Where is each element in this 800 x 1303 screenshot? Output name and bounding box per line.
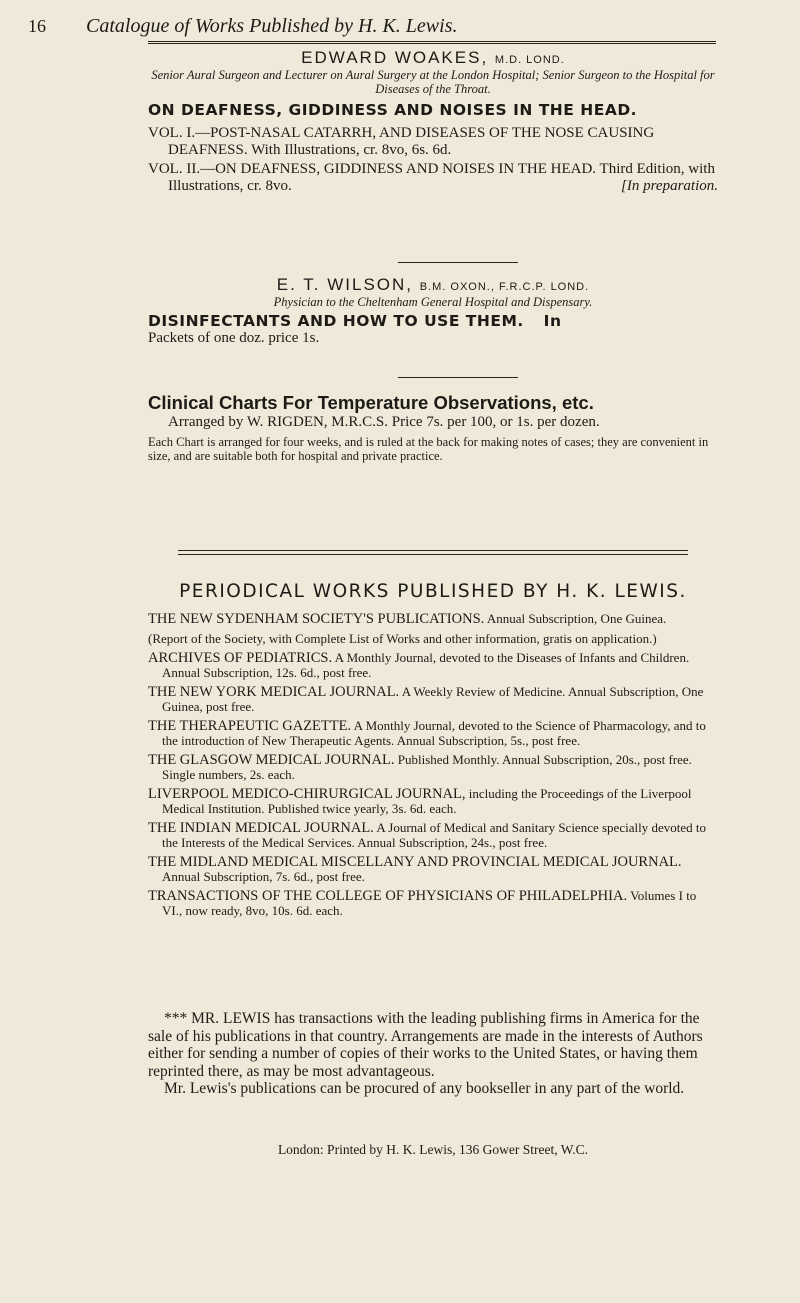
wilson-detail: Packets of one doz. price 1s. [148,330,320,346]
periodical-item-title: THE MIDLAND MEDICAL MISCELLANY AND PROVINCIAL MEDICAL JOURNAL. [148,854,682,870]
woakes-book-title: ON DEAFNESS, GIDDINESS AND NOISES IN THE HEAD. [148,101,638,119]
periodical-item [148,719,718,748]
periodical-item-text: A Weekly Review of Medicine. Annual Subscription, One Guinea, post free. [162,684,704,714]
periodical-item [148,855,718,884]
charts-description: Each Chart is arranged for four weeks, and is ruled at the back for making notes of cases; they are convenient in size, and are suitable both for hospital and private practice. [148,435,709,463]
periodical-item-text: (Report of the Society, with Complete List of Works and other information, gratis on application.) [148,630,657,646]
notes-section [148,1010,718,1098]
periodical-item-text: Annual Subscription, One Guinea. [486,611,667,626]
note-bookseller: Mr. Lewis's publications can be procured of any bookseller in any part of the world. [164,1080,685,1097]
periodical-item [148,651,718,680]
periodical-list [148,612,718,918]
periodical-item [148,753,718,782]
wilson-affiliation: Physician to the Cheltenham General Hospital and Dispensary. [273,295,593,309]
woakes-section [148,48,718,195]
woakes-author [148,48,718,68]
woakes-vol2-text: VOL. II.—ON DEAFNESS, GIDDINESS AND NOISES IN THE HEAD. Third Edition, with Illustrations, cr. 8vo. [148,161,715,194]
divider-4 [178,554,688,555]
woakes-vol1: VOL. I.—POST-NASAL CATARRH, AND DISEASES OF THE NOSE CAUSING DEAFNESS. With Illustrations, cr. 8vo, 6s. 6d. [148,125,655,158]
periodical-item [148,685,718,714]
periodical-item-text: Published Monthly. Annual Subscription, 20s., post free. Single numbers, 2s. each. [162,752,692,782]
page-number: 16 [28,16,46,36]
periodical-item [148,612,718,627]
periodical-heading: PERIODICAL WORKS PUBLISHED BY H. K. LEWIS. [179,581,687,602]
charts-section [148,392,718,463]
periodical-item-title: LIVERPOOL MEDICO-CHIRURGICAL JOURNAL, [148,786,466,802]
divider-3 [178,550,688,551]
divider-1 [398,262,518,263]
wilson-author [148,275,718,295]
woakes-vol2-note: [In preparation. [621,178,718,194]
periodical-item [148,787,718,816]
periodical-item-title: THE GLASGOW MEDICAL JOURNAL. [148,752,395,768]
periodical-item [148,632,718,647]
periodical-item-text: A Monthly Journal, devoted to the Diseases of Infants and Children. Annual Subscription, 12s. 6d., post free. [162,650,690,680]
header-rule [148,41,716,44]
periodical-item-title: THE THERAPEUTIC GAZETTE. [148,718,352,734]
charts-title: Clinical Charts For Temperature Observations, etc. [148,392,594,413]
wilson-book-rest: In [543,312,562,330]
periodical-item-text: A Monthly Journal, devoted to the Science of Pharmacology, and to the introduction of New Therapeutic Agents. Annual Subscription, 5s., post free. [162,718,706,748]
periodical-item-title: THE INDIAN MEDICAL JOURNAL. [148,820,374,836]
periodical-item-title: ARCHIVES OF PEDIATRICS. [148,650,333,666]
periodical-item-title: THE NEW YORK MEDICAL JOURNAL. [148,684,400,700]
woakes-degree: M.D. LOND. [494,54,565,66]
wilson-book [148,313,718,330]
wilson-book-title: DISINFECTANTS AND HOW TO USE THEM. [148,312,524,330]
periodical-item-text: A Journal of Medical and Sanitary Science specially devoted to the Interests of the Medical Services. Annual Subscription, 24s., post free. [162,820,706,850]
footer [148,1142,718,1158]
periodical-item [148,889,718,918]
woakes-name: EDWARD WOAKES, [301,48,489,67]
wilson-section [148,275,718,347]
note-america: *** MR. LEWIS has transactions with the leading publishing firms in America for the sale of his publications in that country. Arrangements are made in the interests of Authors either for sending a number of copies of their works to the United States, or having them reprinted there, as may be most advantageous. [148,1010,703,1080]
periodical-item-text: Annual Subscription, 7s. 6d., post free. [162,868,365,884]
periodical-item [148,821,718,850]
periodical-item-text: Volumes I to VI., now ready, 8vo, 10s. 6d. each. [162,888,697,918]
wilson-name: E. T. WILSON, [276,275,414,294]
periodical-section [148,581,718,918]
periodical-item-title: TRANSACTIONS OF THE COLLEGE OF PHYSICIANS OF PHILADELPHIA. [148,888,628,904]
divider-2 [398,377,518,378]
imprint: London: Printed by H. K. Lewis, 136 Gower Street, W.C. [277,1142,589,1157]
periodical-item-title: THE NEW SYDENHAM SOCIETY'S PUBLICATIONS. [148,611,485,627]
running-title: Catalogue of Works Published by H. K. Lewis. [86,15,458,37]
periodical-item-text: including the Proceedings of the Liverpool Medical Institution. Published twice yearly, 3s. 6d. each. [162,786,692,816]
charts-arranged: Arranged by W. RIGDEN, M.R.C.S. Price 7s. per 100, or 1s. per dozen. [168,414,600,430]
woakes-affiliation: Senior Aural Surgeon and Lecturer on Aural Surgery at the London Hospital; Senior Surgeon to the Hospital for Diseases of the Throat. [151,68,715,96]
wilson-degree: B.M. OXON., F.R.C.P. LOND. [419,281,590,293]
woakes-vol2 [148,161,718,195]
